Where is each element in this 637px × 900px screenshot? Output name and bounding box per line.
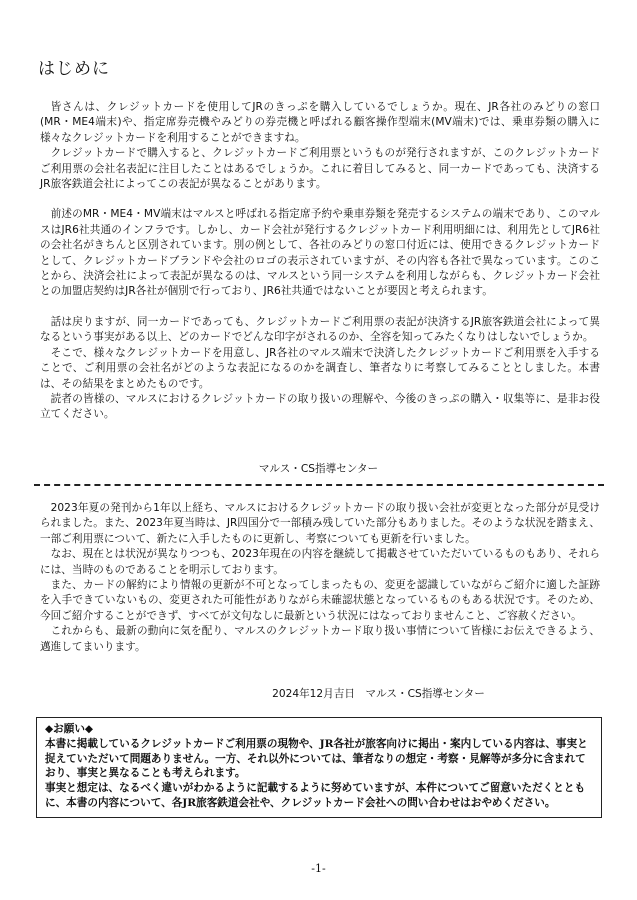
notice-paragraph: 事実と想定は、なるべく違いがわかるように記載するように努めていますが、本件についてご留意いただくとともに、本書の内容について、各JR旅客鉄道会社や、クレジットカード会社への問い合わせはおやめください。 — [45, 782, 586, 809]
intro-paragraph: 皆さんは、クレジットカードを使用してJRのきっぷを購入しているでしょうか。現在、JR各社のみどりの窓口(MR・ME4端末)や、指定席券売機やみどりの券売機と呼ばれる顧客操作型端末(MV端末)では、乗車券類の購入に様々なクレジットカードを利用することができますね。 — [40, 101, 600, 144]
update-paragraph: また、カードの解約により情報の更新が不可となってしまったもの、変更を認識していながらご紹介に適した証跡を入手できていないもの、変更された可能性がありながら未確認状態となっているものもある状況です。そのため、今回ご紹介することができず、すべてが文句なしに最新という状況にはなっておりませんこと、ご容赦ください。 — [40, 579, 600, 622]
intro-paragraph: クレジットカードで購入すると、クレジットカードご利用票というものが発行されますが、このクレジットカードご利用票の会社名表記に注目したことはあるでしょうか。これに着目してみると、同一カードであっても、決済するJR旅客鉄道会社によってこの表記が異なることがあります。 — [40, 147, 600, 191]
notice-box — [36, 717, 602, 818]
update-paragraph: なお、現在とは状況が異なりつつも、2023年現在の内容を継続して掲載させていただいているものもあり、それらには、当時のものであることを明示しております。 — [40, 548, 600, 576]
intro-paragraph: そこで、様々なクレジットカードを用意し、JR各社のマルス端末で決済したクレジットカードご利用票を入手することで、ご利用票の会社名がどのような表記になるのかを調査し、筆者なりに考察してみることとしました。本書は、その結果をまとめたものです。 — [40, 346, 600, 390]
intro-paragraph: 前述のMR・ME4・MV端末はマルスと呼ばれる指定席予約や乗車券類を発売するシステムの端末であり、このマルスはJR6社共通のインフラです。しかし、カード会社が発行するクレジットカード利用明細には、利用先としてJR6社の会社名がきちんと区別されています。別の例として、各社のみどりの窓口付近には、使用できるクレジットカードとして、クレジットカードブランドや会社のロゴの表示されていますが、その内容も各社で異なっています。このことから、決済会社によって表記が異なるのは、マルスという同一システムを利用しながらも、クレジットカード会社との加盟店契約はJR各社が個別で行っており、JR6社共通ではないことが要因と考えられます。 — [40, 208, 600, 298]
update-section — [40, 501, 600, 655]
signature-dated: 2024年12月吉日 マルス・CS指導センター — [272, 688, 485, 700]
update-paragraph: 2023年夏の発刊から1年以上経ち、マルスにおけるクレジットカードの取り扱い会社が変更となった部分が見受けられました。また、2023年夏当時は、JR四国分で一部積み残していた部分もありました。そのような状況を踏まえ、一部ご利用票について、新たに入手したものに更新し、考察についても更新を行いました。 — [40, 502, 600, 545]
notice-title: ◆お願い◆ — [45, 723, 94, 735]
signature-center: マルス・CS指導センター — [258, 463, 379, 475]
introduction-section — [40, 100, 600, 423]
update-paragraph: これからも、最新の動向に気を配り、マルスのクレジットカード取り扱い事情について皆様にお伝えできるよう、邁進してまいります。 — [40, 625, 600, 653]
section-divider — [34, 484, 604, 486]
intro-paragraph: 読者の皆様の、マルスにおけるクレジットカードの取り扱いの理解や、今後のきっぷの購入・収集等に、是非お役立てください。 — [40, 392, 600, 421]
notice-paragraph: 本書に掲載しているクレジットカードご利用票の現物や、JR各社が旅客向けに掲出・案内している内容は、事実と捉えていただいて問題ありません。一方、それ以外については、筆者なりの想定・考察・見解等が多分に含まれており、事実と異なることも考えられます。 — [45, 737, 588, 780]
page-number: -1- — [311, 862, 326, 875]
intro-paragraph: 話は戻りますが、同一カードであっても、クレジットカードご利用票の表記が決済するJR旅客鉄道会社によって異なるという事実がある以上、どのカードでどんな印字がされるのか、全容を知ってみたくなりはしないでしょうか。 — [40, 315, 600, 344]
page-title: はじめに — [38, 59, 110, 79]
